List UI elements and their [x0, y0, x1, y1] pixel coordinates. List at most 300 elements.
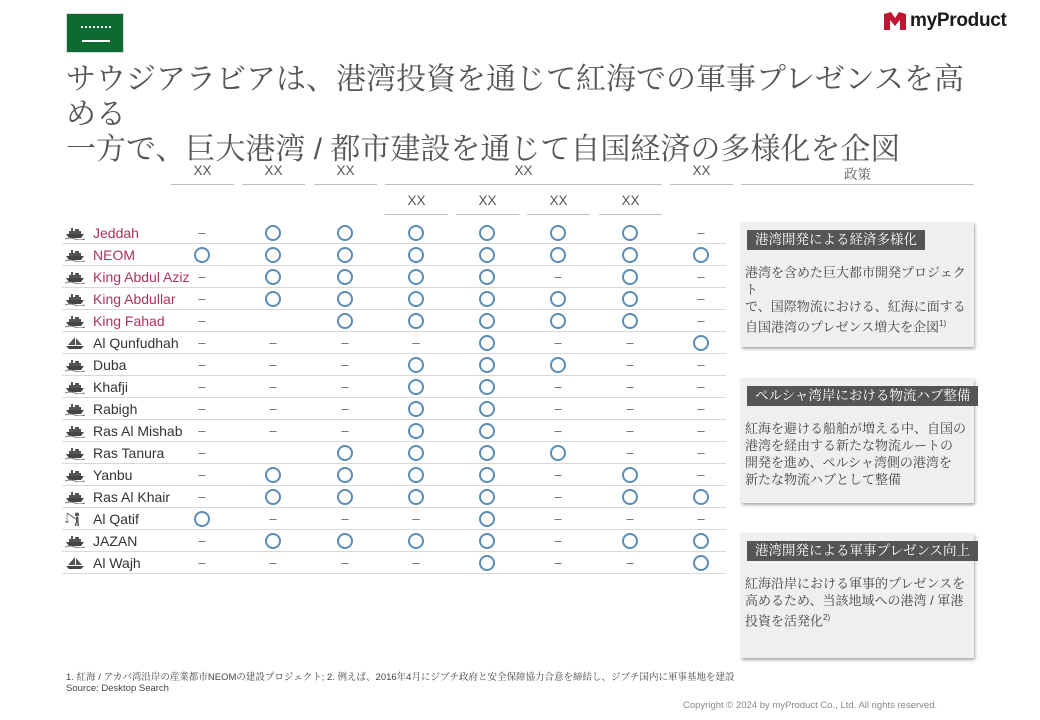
dash-mark-glyph: –: [269, 335, 277, 350]
dash-mark-glyph: –: [198, 533, 206, 548]
circle-mark: [471, 464, 503, 486]
circle-mark: [471, 420, 503, 442]
table-row: [62, 486, 726, 508]
circle-mark-icon: [479, 555, 495, 571]
dash-mark-glyph: –: [626, 401, 634, 416]
circle-mark: [400, 266, 432, 288]
port-name: Duba: [93, 357, 127, 373]
circle-mark-icon: [337, 269, 353, 285]
ship-icon: [65, 292, 85, 306]
circle-mark: [685, 244, 717, 266]
dash-mark-glyph: –: [341, 511, 349, 526]
dash-mark: [614, 332, 646, 354]
dash-mark: [186, 486, 218, 508]
footnote: 1. 紅海 / アカバ湾沿岸の産業都市NEOMの建設プロジェクト; 2. 例えば、2016年4月にジブチ政府と安全保障協力合意を締結し、ジブチ国内に軍事基地を建設: [66, 672, 735, 683]
port-name: Al Qunfudhah: [93, 335, 179, 351]
circle-mark-icon: [337, 291, 353, 307]
circle-mark-icon: [479, 445, 495, 461]
dash-mark-glyph: –: [269, 423, 277, 438]
table-row: [62, 376, 726, 398]
policy-text-2: [745, 420, 973, 488]
circle-mark-icon: [337, 225, 353, 241]
dash-mark: [329, 332, 361, 354]
circle-mark-icon: [265, 467, 281, 483]
circle-mark: [400, 486, 432, 508]
circle-mark-icon: [408, 269, 424, 285]
policy-3-line-1: 紅海沿岸における軍事的プレゼンスを: [745, 576, 966, 591]
circle-mark-icon: [479, 489, 495, 505]
policy-text-3: [745, 575, 973, 629]
header-sub-4-rule: [599, 214, 662, 215]
circle-mark: [471, 508, 503, 530]
dash-mark-glyph: –: [554, 423, 562, 438]
circle-mark-icon: [265, 247, 281, 263]
circle-mark-icon: [265, 533, 281, 549]
circle-mark: [614, 310, 646, 332]
circle-mark-icon: [265, 269, 281, 285]
circle-mark-icon: [693, 247, 709, 263]
dash-mark: [329, 508, 361, 530]
circle-mark-icon: [194, 247, 210, 263]
dash-mark: [614, 508, 646, 530]
circle-mark-icon: [408, 467, 424, 483]
circle-mark-icon: [479, 335, 495, 351]
circle-mark-icon: [622, 247, 638, 263]
header-col-1: XX: [193, 163, 212, 178]
circle-mark: [471, 244, 503, 266]
circle-mark-icon: [408, 423, 424, 439]
dash-mark-glyph: –: [626, 511, 634, 526]
dash-mark: [685, 442, 717, 464]
dash-mark: [400, 552, 432, 574]
dash-mark: [542, 398, 574, 420]
circle-mark: [471, 222, 503, 244]
circle-mark: [257, 486, 289, 508]
circle-mark: [257, 530, 289, 552]
circle-mark: [471, 442, 503, 464]
circle-mark: [329, 288, 361, 310]
circle-mark-icon: [408, 445, 424, 461]
dash-mark-glyph: –: [554, 379, 562, 394]
dash-mark: [329, 376, 361, 398]
circle-mark: [329, 310, 361, 332]
circle-mark-icon: [479, 467, 495, 483]
table-row: [62, 442, 726, 464]
dash-mark: [329, 354, 361, 376]
dash-mark-glyph: –: [697, 313, 705, 328]
circle-mark-icon: [337, 313, 353, 329]
circle-mark-icon: [479, 511, 495, 527]
dash-mark: [186, 332, 218, 354]
policy-1-line-3: 自国港湾のプレゼンス増大を企図: [745, 319, 940, 335]
circle-mark: [400, 530, 432, 552]
ship-icon: [65, 534, 85, 548]
circle-mark-icon: [550, 313, 566, 329]
circle-mark: [471, 288, 503, 310]
port-name: King Fahad: [93, 313, 165, 329]
circle-mark-icon: [408, 533, 424, 549]
circle-mark-icon: [479, 533, 495, 549]
header-group: XX: [514, 163, 533, 178]
circle-mark-icon: [622, 269, 638, 285]
port-name: Yanbu: [93, 467, 133, 483]
circle-mark: [400, 310, 432, 332]
table-row: [62, 288, 726, 310]
circle-mark: [614, 266, 646, 288]
title-line-2: 一方で、巨大港湾 / 都市建設を通じて自国経済の多様化を企図: [66, 133, 901, 166]
dash-mark-glyph: –: [269, 357, 277, 372]
policy-title-2: ペルシャ湾岸における物流ハブ整備: [747, 386, 978, 406]
table-row: [62, 530, 726, 552]
circle-mark-icon: [550, 225, 566, 241]
dash-mark-glyph: –: [341, 379, 349, 394]
dash-mark: [186, 354, 218, 376]
header-sub-4: XX: [621, 193, 640, 208]
policy-box-3: [741, 533, 974, 658]
header-col-2-rule: [242, 184, 305, 185]
circle-mark-icon: [479, 291, 495, 307]
dash-mark-glyph: –: [269, 555, 277, 570]
empty-cell: [257, 310, 289, 332]
header-col-3-rule: [314, 184, 377, 185]
dash-mark: [542, 332, 574, 354]
saudi-flag-icon: [66, 13, 124, 53]
table-row: [62, 552, 726, 574]
dhow-icon: [65, 556, 85, 570]
dash-mark: [614, 420, 646, 442]
circle-mark: [400, 288, 432, 310]
dash-mark: [542, 552, 574, 574]
dash-mark-glyph: –: [626, 423, 634, 438]
empty-cell: [257, 442, 289, 464]
circle-mark-icon: [337, 445, 353, 461]
header-col-2: XX: [264, 163, 283, 178]
circle-mark-icon: [479, 423, 495, 439]
ship-icon: [65, 490, 85, 504]
table-row: [62, 332, 726, 354]
dash-mark-glyph: –: [341, 423, 349, 438]
dash-mark: [685, 310, 717, 332]
port-name: JAZAN: [93, 533, 138, 549]
dash-mark: [400, 508, 432, 530]
dash-mark-glyph: –: [697, 379, 705, 394]
dash-mark: [186, 376, 218, 398]
dash-mark-glyph: –: [697, 357, 705, 372]
table-row: [62, 310, 726, 332]
dash-mark: [257, 552, 289, 574]
circle-mark: [471, 530, 503, 552]
circle-mark-icon: [265, 291, 281, 307]
dash-mark-glyph: –: [198, 467, 206, 482]
dash-mark-glyph: –: [697, 423, 705, 438]
dash-mark-glyph: –: [626, 335, 634, 350]
port-name: Al Qatif: [93, 511, 139, 527]
dash-mark: [542, 486, 574, 508]
ship-icon: [65, 270, 85, 284]
table-row: [62, 508, 726, 530]
port-name: Jeddah: [93, 225, 139, 241]
circle-mark: [471, 376, 503, 398]
dash-mark: [257, 354, 289, 376]
circle-mark: [542, 310, 574, 332]
circle-mark-icon: [693, 335, 709, 351]
policy-3-footnote-ref: 2): [823, 613, 831, 622]
circle-mark: [471, 552, 503, 574]
circle-mark: [471, 332, 503, 354]
header-policy: 政策: [844, 167, 871, 182]
circle-mark-icon: [550, 291, 566, 307]
circle-mark: [329, 244, 361, 266]
circle-mark: [329, 530, 361, 552]
circle-mark-icon: [194, 511, 210, 527]
circle-mark-icon: [408, 357, 424, 373]
header-col-3: XX: [336, 163, 355, 178]
circle-mark: [400, 376, 432, 398]
dash-mark-glyph: –: [198, 489, 206, 504]
dash-mark-glyph: –: [198, 335, 206, 350]
policy-text-1: [745, 264, 973, 335]
dash-mark-glyph: –: [554, 511, 562, 526]
circle-mark: [471, 486, 503, 508]
dash-mark: [186, 552, 218, 574]
circle-mark: [257, 266, 289, 288]
table-row: [62, 222, 726, 244]
circle-mark: [186, 508, 218, 530]
dash-mark-glyph: –: [697, 467, 705, 482]
dash-mark: [685, 420, 717, 442]
dash-mark-glyph: –: [697, 401, 705, 416]
circle-mark-icon: [693, 555, 709, 571]
circle-mark: [257, 288, 289, 310]
dash-mark: [542, 266, 574, 288]
circle-mark: [329, 442, 361, 464]
circle-mark-icon: [479, 313, 495, 329]
dash-mark: [614, 376, 646, 398]
policy-2-line-2: 港湾を経由する新たな物流ルートの: [745, 438, 954, 453]
port-name: Khafji: [93, 379, 129, 395]
dash-mark-glyph: –: [697, 225, 705, 240]
ship-icon: [65, 424, 85, 438]
circle-mark: [329, 486, 361, 508]
header-col-8-rule: [670, 184, 733, 185]
dash-mark-glyph: –: [198, 445, 206, 460]
circle-mark: [542, 288, 574, 310]
circle-mark: [400, 420, 432, 442]
port-name: King Abdullar: [93, 291, 176, 307]
policy-3-line-3: 投資を活発化: [745, 613, 824, 629]
dash-mark-glyph: –: [412, 511, 420, 526]
circle-mark-icon: [408, 401, 424, 417]
dash-mark: [257, 420, 289, 442]
circle-mark-icon: [337, 467, 353, 483]
dash-mark-glyph: –: [697, 511, 705, 526]
dash-mark-glyph: –: [626, 555, 634, 570]
dash-mark-glyph: –: [341, 335, 349, 350]
circle-mark-icon: [622, 467, 638, 483]
header-sub-2: XX: [478, 193, 497, 208]
dash-mark: [257, 376, 289, 398]
dash-mark: [329, 552, 361, 574]
dash-mark-glyph: –: [198, 401, 206, 416]
circle-mark-icon: [550, 247, 566, 263]
table-row: [62, 464, 726, 486]
table-row: [62, 420, 726, 442]
circle-mark-icon: [408, 313, 424, 329]
circle-mark: [186, 244, 218, 266]
circle-mark: [542, 222, 574, 244]
port-name: Al Wajh: [93, 555, 141, 571]
dash-mark: [614, 398, 646, 420]
policy-2-line-4: 新たな物流ハブとして整備: [745, 472, 902, 487]
circle-mark-icon: [408, 225, 424, 241]
dash-mark: [400, 332, 432, 354]
dash-mark-glyph: –: [341, 401, 349, 416]
dash-mark: [685, 398, 717, 420]
circle-mark: [614, 486, 646, 508]
header-col-1-rule: [171, 184, 234, 185]
ship-icon: [65, 402, 85, 416]
dash-mark-glyph: –: [198, 357, 206, 372]
dash-mark-glyph: –: [341, 357, 349, 372]
ship-icon: [65, 380, 85, 394]
dash-mark-glyph: –: [198, 225, 206, 240]
table-row: [62, 354, 726, 376]
dash-mark: [257, 332, 289, 354]
circle-mark: [471, 354, 503, 376]
circle-mark-icon: [622, 533, 638, 549]
policy-box-1: [741, 222, 974, 347]
circle-mark: [542, 244, 574, 266]
dash-mark: [329, 398, 361, 420]
header-sub-3: XX: [549, 193, 568, 208]
circle-mark: [400, 442, 432, 464]
dash-mark-glyph: –: [412, 335, 420, 350]
circle-mark: [257, 244, 289, 266]
dash-mark: [614, 552, 646, 574]
circle-mark: [329, 266, 361, 288]
ship-icon: [65, 446, 85, 460]
port-name: King Abdul Aziz: [93, 269, 190, 285]
ship-icon: [65, 226, 85, 240]
dash-mark: [685, 222, 717, 244]
dash-mark-glyph: –: [554, 335, 562, 350]
circle-mark: [471, 398, 503, 420]
dash-mark: [685, 354, 717, 376]
dash-mark-glyph: –: [198, 379, 206, 394]
circle-mark: [471, 310, 503, 332]
dash-mark-glyph: –: [626, 379, 634, 394]
circle-mark: [685, 486, 717, 508]
policy-1-line-1: 港湾を含めた巨大都市開発プロジェクト: [745, 265, 966, 297]
dash-mark: [257, 508, 289, 530]
header-sub-3-rule: [527, 214, 590, 215]
circle-mark: [614, 464, 646, 486]
dash-mark: [614, 442, 646, 464]
circle-mark-icon: [693, 533, 709, 549]
dash-mark: [685, 266, 717, 288]
circle-mark-icon: [408, 489, 424, 505]
table-row: [62, 244, 726, 266]
dash-mark-glyph: –: [198, 423, 206, 438]
dash-mark: [186, 442, 218, 464]
ship-icon: [65, 358, 85, 372]
dash-mark-glyph: –: [697, 291, 705, 306]
port-name: Ras Al Mishab: [93, 423, 183, 439]
dhow-icon: [65, 336, 85, 350]
dash-mark: [542, 508, 574, 530]
circle-mark: [471, 266, 503, 288]
title-line-1: サウジアラビアは、港湾投資を通じて紅海での軍事プレゼンスを高める: [66, 63, 964, 131]
circle-mark: [685, 552, 717, 574]
circle-mark-icon: [265, 225, 281, 241]
header-sub-2-rule: [456, 214, 519, 215]
circle-mark-icon: [622, 225, 638, 241]
circle-mark: [614, 244, 646, 266]
dash-mark: [614, 354, 646, 376]
ship-icon: [65, 468, 85, 482]
policy-3-line-2: 高めるため、当該地域への港湾 / 軍港: [745, 593, 964, 608]
table-row: [62, 266, 726, 288]
dash-mark: [542, 464, 574, 486]
circle-mark: [542, 442, 574, 464]
dash-mark-glyph: –: [412, 555, 420, 570]
dash-mark-glyph: –: [198, 555, 206, 570]
dash-mark: [542, 376, 574, 398]
circle-mark-icon: [693, 489, 709, 505]
page-title: [66, 62, 966, 167]
table-row: [62, 398, 726, 420]
circle-mark: [329, 222, 361, 244]
dash-mark-glyph: –: [697, 445, 705, 460]
copyright: Copyright © 2024 by myProduct Co., Ltd. All rights reserved.: [683, 700, 938, 711]
dash-mark-glyph: –: [269, 401, 277, 416]
circle-mark-icon: [622, 291, 638, 307]
policy-2-line-3: 開発を進め、ペルシャ湾側の港湾を: [745, 455, 952, 470]
circle-mark: [400, 398, 432, 420]
dash-mark: [685, 376, 717, 398]
dash-mark-glyph: –: [554, 555, 562, 570]
dash-mark-glyph: –: [554, 467, 562, 482]
port-name: NEOM: [93, 247, 135, 263]
ship-icon: [65, 314, 85, 328]
circle-mark-icon: [622, 313, 638, 329]
circle-mark-icon: [337, 533, 353, 549]
source-note: Source: Desktop Search: [66, 683, 169, 694]
dash-mark-glyph: –: [626, 445, 634, 460]
header-sub-1-rule: [385, 214, 448, 215]
header-col-8: XX: [692, 163, 711, 178]
dash-mark: [186, 398, 218, 420]
circle-mark-icon: [337, 489, 353, 505]
circle-mark: [257, 464, 289, 486]
header-group-rule: [385, 184, 662, 185]
circle-mark: [614, 288, 646, 310]
dash-mark-glyph: –: [697, 269, 705, 284]
dash-mark: [542, 530, 574, 552]
ship-icon: [65, 248, 85, 262]
circle-mark-icon: [479, 401, 495, 417]
dash-mark: [685, 288, 717, 310]
dash-mark: [186, 288, 218, 310]
dash-mark-glyph: –: [554, 401, 562, 416]
circle-mark: [257, 222, 289, 244]
dash-mark: [186, 530, 218, 552]
circle-mark: [685, 332, 717, 354]
brand-name: myProduct: [910, 10, 1007, 31]
dash-mark-glyph: –: [554, 269, 562, 284]
dash-mark: [329, 420, 361, 442]
circle-mark-icon: [408, 291, 424, 307]
